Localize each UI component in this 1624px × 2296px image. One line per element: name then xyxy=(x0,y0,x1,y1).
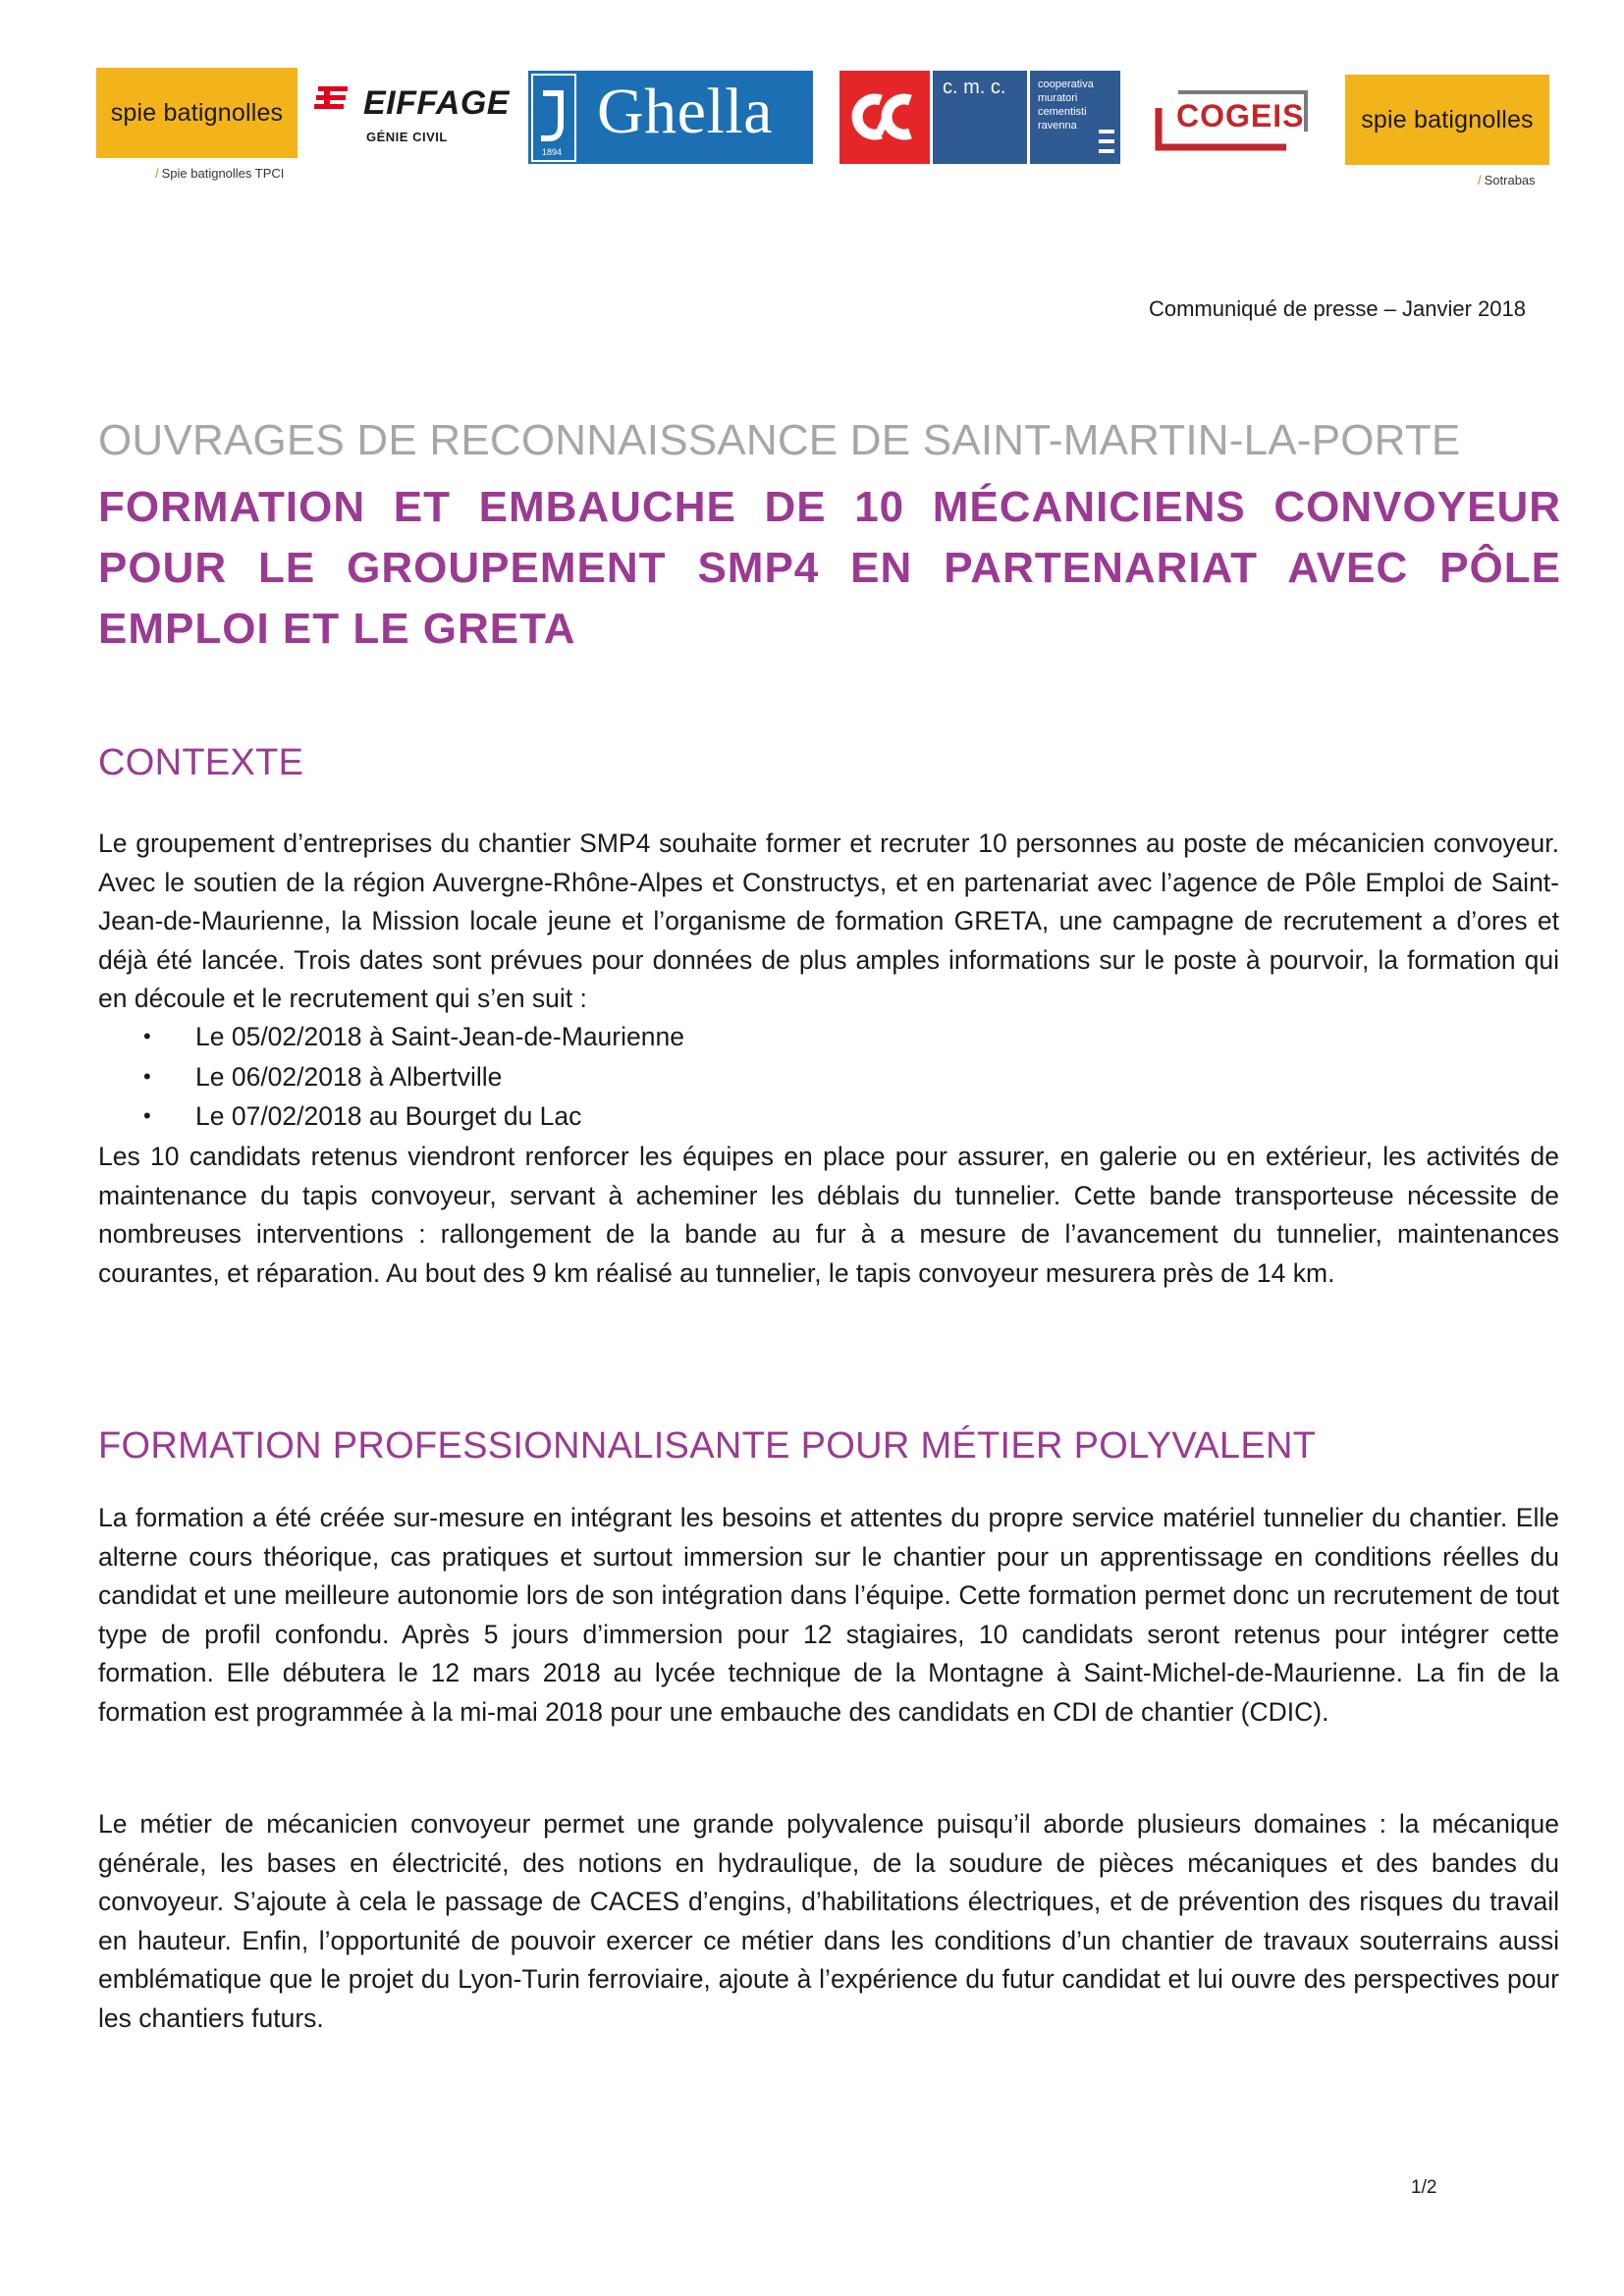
cmc-red-block xyxy=(839,71,930,164)
ghella-year: 1894 xyxy=(542,147,563,157)
cmc-caption-line-4: ravenna xyxy=(1038,120,1077,132)
cmc-symbol-icon xyxy=(839,71,930,164)
cmc-caption-block xyxy=(1030,71,1120,164)
cogeis-logo xyxy=(1139,79,1326,162)
formation-paragraph-1: La formation a été créée sur-mesure en intégrant les besoins et attentes du propre service matériel tunnelier du chantier. Elle alterne cours théorique, cas pratiques et surtout immersion sur le chantier pour un apprentissage en conditions réelles du candidat et une meilleure autonomie lors de son intégration dans l’équipe. Cette formation permet donc un recrutement de tout type de profil confondu. Après 5 jours d’immersion pour 12 stagiaires, 10 candidats seront retenus pour intégrer cette formation. Elle débutera le 12 mars 2018 au lycée technique de la Montagne à Saint-Michel-de-Maurienne. La fin de la formation est programmée à la mi-mai 2018 pour une embauche des candidats en CDI de chantier (CDIC). xyxy=(98,1503,1559,1727)
eiffage-symbol-icon xyxy=(314,86,353,120)
ghella-logo-text: Ghella xyxy=(597,76,773,147)
eiffage-logo-subtitle: GÉNIE CIVIL xyxy=(366,130,448,144)
cmc-bars-icon xyxy=(1099,130,1118,159)
press-release-date: Communiqué de presse – Janvier 2018 xyxy=(1148,296,1526,321)
meeting-dates-list xyxy=(98,1017,684,1137)
eiffage-logo-text: EIFFAGE xyxy=(363,84,510,122)
page-title: FORMATION ET EMBAUCHE DE 10 MÉCANICIENS CONVOYEUR POUR LE GROUPEMENT SMP4 EN PARTENARIAT AVEC PÔLE EMPLOI ET LE GRETA xyxy=(98,483,1561,653)
cogeis-logo-text: COGEIS xyxy=(1176,98,1305,133)
page-number: 1/2 xyxy=(1411,2177,1437,2198)
cmc-caption-line-1: cooperativa xyxy=(1038,79,1094,90)
cmc-caption-line-2: muratori xyxy=(1038,92,1078,104)
formation-paragraph-2: Le métier de mécanicien convoyeur permet une grande polyvalence puisqu’il aborde plusieurs domaines : la mécanique générale, les bases en électricité, des notions en hydraulique, de la soudure de pièces mécaniques et des bandes du convoyeur. S’ajoute à cela le passage de CACES d’engins, d’habilitations électriques, et de prévention des risques du travail en hauteur. Enfin, l’opportunité de pouvoir exercer ce métier dans les conditions d’un chantier de travaux souterrains aussi emblématique que le projet du Lyon-Turin ferroviaire, ajoute à l’expérience du futur candidat et lui ouvre des perspectives pour les chantiers futurs. xyxy=(98,1809,1559,2033)
contexte-outro-paragraph: Les 10 candidats retenus viendront renforcer les équipes en place pour assurer, en galerie ou en extérieur, les activités de maintenance du tapis convoyeur, servant à acheminer les déblais du tunnelier. Cette bande transporteuse nécessite de nombreuses interventions : rallongement de la bande au fur à a mesure de l’avancement du tunnelier, maintenances courantes, et réparation. Au bout des 9 km réalisé au tunnelier, le tapis convoyeur mesurera près de 14 km. xyxy=(98,1142,1559,1288)
cmc-caption-line-3: cementisti xyxy=(1038,106,1087,118)
cmc-logo-text: c. m. c. xyxy=(943,77,1006,98)
list-item: • Le 05/02/2018 à Saint-Jean-de-Maurienne xyxy=(98,1017,684,1057)
spie-batignolles-logo-right-subtitle: / Sotrabas xyxy=(1478,173,1536,187)
spie-batignolles-logo-left xyxy=(96,68,298,158)
title-overline: OUVRAGES DE RECONNAISSANCE DE SAINT-MARTIN-LA-PORTE xyxy=(98,416,1461,464)
spie-batignolles-logo-text: spie batignolles xyxy=(110,98,284,127)
list-item: • Le 06/02/2018 à Albertville xyxy=(98,1057,684,1097)
cmc-blue-block xyxy=(933,71,1027,164)
list-item: • Le 07/02/2018 au Bourget du Lac xyxy=(98,1096,684,1137)
eiffage-logo xyxy=(314,82,520,161)
spie-batignolles-logo-right xyxy=(1345,75,1549,165)
spie-batignolles-logo-right-text: spie batignolles xyxy=(1361,105,1534,133)
spie-batignolles-logo-subtitle: / Spie batignolles TPCI xyxy=(155,166,285,181)
ghella-logo xyxy=(528,71,813,164)
section-heading-formation: FORMATION PROFESSIONNALISANTE POUR MÉTIER POLYVALENT xyxy=(98,1425,1317,1467)
contexte-intro-paragraph: Le groupement d’entreprises du chantier SMP4 souhaite former et recruter 10 personnes au poste de mécanicien convoyeur. Avec le soutien de la région Auvergne-Rhône-Alpes et Constructys, et en partenariat avec l’agence de Pôle Emploi de Saint-Jean-de-Maurienne, la Mission locale jeune et l’organisme de formation GRETA, une campagne de recrutement a d’ores et déjà été lancée. Trois dates sont prévues pour données de plus amples informations sur le poste à pourvoir, la formation qui en découle et le recrutement qui s’en suit : xyxy=(98,828,1559,1013)
section-heading-contexte: CONTEXTE xyxy=(98,742,304,783)
